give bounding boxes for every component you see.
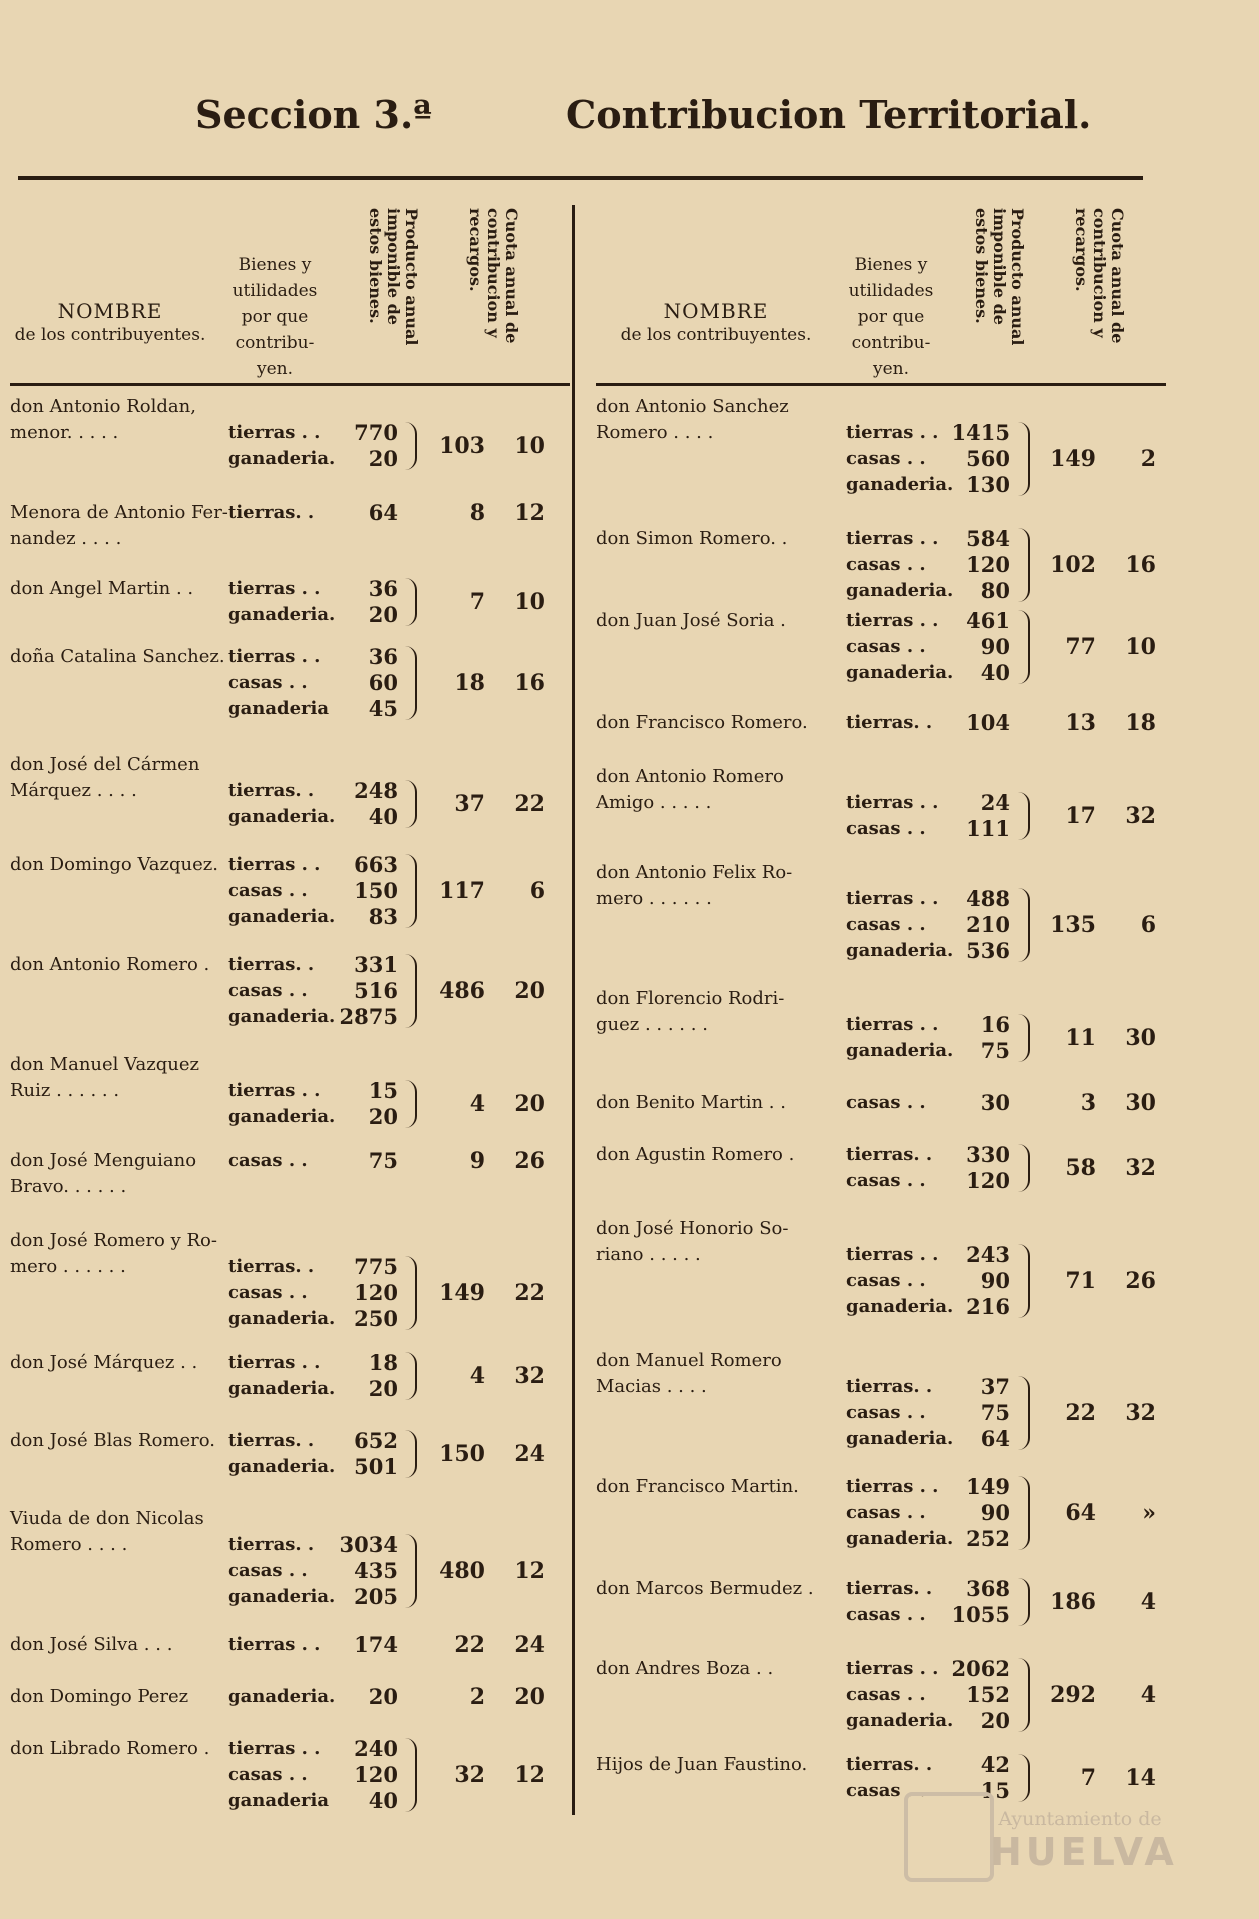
contributor-name: don José Márquez . . <box>10 1352 198 1373</box>
property-types: tierras . . casas . . ganaderia. <box>846 610 954 683</box>
tax-reales: 4 <box>1140 1682 1156 1708</box>
product-values: 174 <box>354 1632 398 1657</box>
contributor-name: Menora de Antonio Fer- nandez . . . . <box>10 502 228 549</box>
product-values: 104 <box>966 710 1010 735</box>
product-values: 330 120 <box>966 1142 1010 1193</box>
product-values: 368 1055 <box>951 1576 1010 1627</box>
column-divider <box>572 205 575 1815</box>
contributor-name: don Manuel Vazquez Ruiz . . . . . . <box>10 1054 199 1101</box>
property-types: tierras . . ganaderia. <box>228 1352 336 1399</box>
tax-reales: 12 <box>514 1762 545 1788</box>
property-types: tierras. . casas . . <box>846 1144 933 1191</box>
name-header-sub: de los contribuyentes. <box>620 325 812 345</box>
product-values: 775 120 250 <box>354 1254 398 1331</box>
tax-reales: 12 <box>514 500 545 526</box>
tax-pesos: 4 <box>469 1091 485 1117</box>
tax-reales: 20 <box>514 1684 545 1710</box>
property-types: tierras. . casas . . ganaderia. <box>846 1376 954 1449</box>
contributor-name: don Agustin Romero . <box>596 1144 795 1165</box>
tax-pesos: 102 <box>1050 552 1096 578</box>
tax-reales: 24 <box>514 1441 545 1467</box>
product-values: 36 20 <box>368 576 398 627</box>
property-types: tierras . . casas . . ganaderia. <box>846 528 954 601</box>
tax-reales: 6 <box>529 878 545 904</box>
contributor-name: don Manuel Romero Macias . . . . <box>596 1350 782 1397</box>
name-header <box>596 300 836 346</box>
tax-reales: 32 <box>1125 1155 1156 1181</box>
tax-pesos: 22 <box>1065 1400 1096 1426</box>
property-types: tierras . . casas . . ganaderia. <box>228 854 336 927</box>
section-label: Seccion 3.ª <box>195 92 432 137</box>
contributor-name: don José del Cármen Márquez . . . . <box>10 754 200 801</box>
tax-pesos: 149 <box>1050 446 1096 472</box>
watermark: Ayuntamiento de HUELVA <box>990 1808 1178 1874</box>
watermark-logo-icon <box>904 1792 994 1882</box>
cuota-header: Cuota anual de contribucion y recargos. <box>1072 208 1127 344</box>
product-values: 652 501 <box>354 1428 398 1479</box>
tax-pesos: 58 <box>1065 1155 1096 1181</box>
tax-reales: 10 <box>1125 634 1156 660</box>
contributor-name: don Marcos Bermudez . <box>596 1578 814 1599</box>
product-values: 488 210 536 <box>966 886 1010 963</box>
tax-pesos: 150 <box>439 1441 485 1467</box>
tax-reales: 18 <box>1125 710 1156 736</box>
contributor-name: don Antonio Romero . <box>10 954 210 975</box>
product-values: 20 <box>368 1684 398 1709</box>
tax-pesos: 8 <box>469 500 485 526</box>
tax-pesos: 7 <box>469 589 485 615</box>
contributor-name: don José Menguiano Bravo. . . . . . <box>10 1150 197 1197</box>
tax-reales: 4 <box>1140 1589 1156 1615</box>
tax-pesos: 292 <box>1050 1682 1096 1708</box>
contributor-name: Hijos de Juan Faustino. <box>596 1754 808 1775</box>
property-types: tierras. . casas . . <box>846 1754 933 1801</box>
contributor-name: don Benito Martin . . <box>596 1092 786 1113</box>
product-values: 770 20 <box>354 420 398 471</box>
tax-reales: 22 <box>514 1280 545 1306</box>
product-values: 1415 560 130 <box>951 420 1010 497</box>
property-types: tierras . . casas . . ganaderia <box>228 646 330 719</box>
contributor-name: don Antonio Sanchez Romero . . . . <box>596 396 789 443</box>
product-values: 331 516 2875 <box>339 952 398 1029</box>
property-types: tierras. . casas . . ganaderia. <box>228 1256 336 1329</box>
tax-pesos: 37 <box>454 791 485 817</box>
contributor-name: don Librado Romero . <box>10 1738 210 1759</box>
property-types: tierras. . casas . . ganaderia. <box>228 1534 336 1607</box>
tax-pesos: 32 <box>454 1762 485 1788</box>
header-rule <box>596 383 1166 386</box>
property-types: ganaderia. <box>228 1686 336 1707</box>
product-values: 30 <box>980 1090 1010 1115</box>
tax-reales: 32 <box>514 1363 545 1389</box>
product-values: 149 90 252 <box>966 1474 1010 1551</box>
product-values: 2062 152 20 <box>951 1656 1010 1733</box>
contributor-name: don Angel Martin . . <box>10 578 194 599</box>
product-values: 240 120 40 <box>354 1736 398 1813</box>
contributor-name: don Domingo Perez <box>10 1686 189 1707</box>
property-types: tierras . . casas . . ganaderia. <box>846 1244 954 1317</box>
page-title: Contribucion Territorial. <box>566 92 1092 137</box>
tax-reales: 22 <box>514 791 545 817</box>
contributor-name: don José Silva . . . <box>10 1634 173 1655</box>
property-types: tierras . . casas . . ganaderia. <box>846 422 954 495</box>
tax-reales: 2 <box>1140 446 1156 472</box>
product-values: 18 20 <box>368 1350 398 1401</box>
property-types: tierras . . ganaderia. <box>228 578 336 625</box>
bienes-header: Bienes y utilidades por que contribu- yen. <box>232 255 318 379</box>
tax-pesos: 480 <box>439 1558 485 1584</box>
tax-pesos: 77 <box>1065 634 1096 660</box>
contributor-name: don Simon Romero. . <box>596 528 788 549</box>
contributor-name: don Francisco Romero. <box>596 712 808 733</box>
tax-pesos: 149 <box>439 1280 485 1306</box>
left-column <box>10 180 570 1820</box>
header-rule <box>10 383 570 386</box>
product-values: 248 40 <box>354 778 398 829</box>
tax-pesos: 11 <box>1065 1025 1096 1051</box>
tax-reales: 30 <box>1125 1090 1156 1116</box>
product-values: 42 15 <box>980 1752 1010 1803</box>
property-types: casas . . <box>846 1092 926 1113</box>
left-column-header <box>10 200 570 380</box>
name-header-title: NOMBRE <box>57 299 163 323</box>
property-types: tierras. . ganaderia. <box>228 780 336 827</box>
property-types: tierras . . casas . . ganaderia. <box>846 888 954 961</box>
tax-pesos: 117 <box>439 878 485 904</box>
page-header <box>0 92 1259 152</box>
property-types: tierras. . <box>846 712 933 733</box>
cuota-header: Cuota anual de contribucion y recargos. <box>466 208 521 344</box>
property-types: tierras. . <box>228 502 315 523</box>
tax-reales: 10 <box>514 433 545 459</box>
product-values: 75 <box>368 1148 398 1173</box>
product-values: 64 <box>368 500 398 525</box>
product-values: 36 60 45 <box>368 644 398 721</box>
tax-pesos: 7 <box>1080 1765 1096 1791</box>
tax-pesos: 18 <box>454 670 485 696</box>
tax-pesos: 3 <box>1080 1090 1096 1116</box>
tax-pesos: 486 <box>439 978 485 1004</box>
contributor-name: don Florencio Rodri- guez . . . . . . <box>596 988 785 1035</box>
tax-pesos: 64 <box>1065 1500 1096 1526</box>
product-values: 24 111 <box>966 790 1010 841</box>
product-values: 584 120 80 <box>966 526 1010 603</box>
tax-pesos: 186 <box>1050 1589 1096 1615</box>
tax-reales: 20 <box>514 978 545 1004</box>
tax-reales: 20 <box>514 1091 545 1117</box>
product-values: 15 20 <box>368 1078 398 1129</box>
tax-reales: 16 <box>514 670 545 696</box>
tax-pesos: 103 <box>439 433 485 459</box>
tax-pesos: 4 <box>469 1363 485 1389</box>
contributor-name: Viuda de don Nicolas Romero . . . . <box>10 1508 204 1555</box>
tax-pesos: 135 <box>1050 912 1096 938</box>
tax-reales: 24 <box>514 1632 545 1658</box>
contributor-name: don José Romero y Ro- mero . . . . . . <box>10 1230 217 1277</box>
name-header <box>10 300 210 346</box>
property-types: tierras. . ganaderia. <box>228 1430 336 1477</box>
producto-header: Producto anual imponible de estos bienes. <box>972 208 1027 346</box>
producto-header: Producto anual imponible de estos bienes. <box>366 208 421 346</box>
tax-reales: 12 <box>514 1558 545 1584</box>
property-types: tierras. . casas . . ganaderia. <box>228 954 336 1027</box>
tax-reales: 16 <box>1125 552 1156 578</box>
contributor-name: don Andres Boza . . <box>596 1658 774 1679</box>
contributor-name: don Domingo Vazquez. <box>10 854 218 875</box>
tax-reales: 14 <box>1125 1765 1156 1791</box>
property-types: casas . . <box>228 1150 308 1171</box>
name-header-title: NOMBRE <box>663 299 769 323</box>
tax-reales: 26 <box>1125 1268 1156 1294</box>
contributor-name: don Antonio Roldan, menor. . . . . <box>10 396 196 443</box>
product-values: 37 75 64 <box>980 1374 1010 1451</box>
tax-pesos: 22 <box>454 1632 485 1658</box>
property-types: tierras . . <box>228 1634 321 1655</box>
property-types: tierras . . casas . . ganaderia. <box>846 1476 954 1549</box>
tax-pesos: 2 <box>469 1684 485 1710</box>
property-types: tierras . . ganaderia. <box>846 1014 954 1061</box>
product-values: 3034 435 205 <box>339 1532 398 1609</box>
product-values: 243 90 216 <box>966 1242 1010 1319</box>
product-values: 16 75 <box>980 1012 1010 1063</box>
tax-reales: 32 <box>1125 1400 1156 1426</box>
tax-reales: 26 <box>514 1148 545 1174</box>
tax-pesos: 17 <box>1065 803 1096 829</box>
tax-reales: » <box>1142 1500 1156 1526</box>
contributor-name: don Antonio Romero Amigo . . . . . <box>596 766 784 813</box>
tax-reales: 32 <box>1125 803 1156 829</box>
contributor-name: doña Catalina Sanchez. <box>10 646 225 667</box>
product-values: 461 90 40 <box>966 608 1010 685</box>
name-header-sub: de los contribuyentes. <box>14 325 206 345</box>
property-types: tierras . . casas . . ganaderia. <box>846 1658 954 1731</box>
tax-pesos: 13 <box>1065 710 1096 736</box>
property-types: tierras . . ganaderia. <box>228 422 336 469</box>
contributor-name: don Juan José Soria . <box>596 610 786 631</box>
property-types: tierras . . ganaderia. <box>228 1080 336 1127</box>
tax-pesos: 9 <box>469 1148 485 1174</box>
contributor-name: don José Blas Romero. <box>10 1430 215 1451</box>
contributor-name: don José Honorio So- riano . . . . . <box>596 1218 789 1265</box>
right-column-header <box>596 200 1166 380</box>
tax-pesos: 71 <box>1065 1268 1096 1294</box>
bienes-header: Bienes y utilidades por que contribu- yen. <box>848 255 934 379</box>
property-types: tierras . . casas . . ganaderia <box>228 1738 330 1811</box>
right-column <box>596 180 1166 1820</box>
tax-reales: 10 <box>514 589 545 615</box>
contributor-name: don Antonio Felix Ro- mero . . . . . . <box>596 862 793 909</box>
property-types: tierras. . casas . . <box>846 1578 933 1625</box>
product-values: 663 150 83 <box>354 852 398 929</box>
property-types: tierras . . casas . . <box>846 792 939 839</box>
contributor-name: don Francisco Martin. <box>596 1476 799 1497</box>
tax-reales: 6 <box>1140 912 1156 938</box>
tax-reales: 30 <box>1125 1025 1156 1051</box>
